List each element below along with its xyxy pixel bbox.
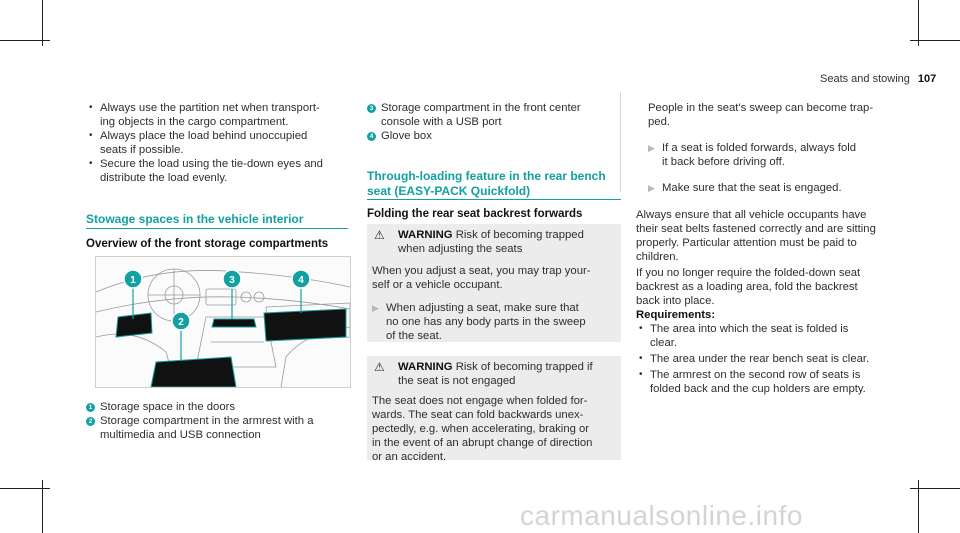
action-item: ▶ If a seat is folded forwards, always fold it back before driving off.	[648, 142, 857, 168]
subsection-heading: Folding the rear seat backrest forwards	[367, 208, 583, 220]
svg-text:1: 1	[130, 275, 136, 286]
list-item: • The armrest on the second row of seats is folded back and the cup holders are empty.	[636, 368, 906, 396]
list-item: • Always use the partition net when transport- ing objects in the cargo compartment.	[86, 101, 346, 129]
svg-text:4: 4	[298, 275, 304, 286]
action-arrow-icon: ▶	[648, 183, 655, 193]
legend-item-2: 2 Storage compartment in the armrest with a multimedia and USB connection	[86, 414, 356, 442]
requirements-label: Requirements:	[636, 309, 716, 321]
paragraph: Always ensure that all vehicle occupants have their seat belts fastened correctly and are sitting properly. Particular attention must be paid to children.	[636, 209, 876, 263]
warning-content	[372, 228, 616, 343]
paragraph: If you no longer require the folded-down seat backrest as a loading area, fold the backrest back into place.	[636, 267, 861, 307]
legend-item-3: 3 Storage compartment in the front center console with a USB port	[367, 101, 617, 129]
crop-mark	[0, 488, 50, 489]
column-1-bullets	[86, 101, 346, 185]
section-heading: Through-loading feature in the rear bench seat (EASY-PACK Quickfold)	[367, 169, 606, 198]
legend-item-4: 4 Glove box	[367, 129, 617, 143]
svg-text:3: 3	[229, 275, 235, 286]
cabin-drawing	[96, 257, 350, 387]
crop-mark	[0, 40, 50, 41]
action-arrow-icon: ▶	[372, 303, 379, 313]
heading-rule	[367, 199, 621, 200]
warning-body: The seat does not engage when folded for- wards. The seat can fold backwards unex- pectedly, e.g. when accelerating, braking or in the event of an abrupt change of direction or an accident.	[372, 395, 593, 463]
legend-list	[86, 400, 356, 442]
warning-content	[372, 360, 616, 464]
subsection-heading: Overview of the front storage compartments	[86, 238, 329, 250]
list-item: • Always place the load behind unoccupied seats if possible.	[86, 129, 346, 157]
interior-illustration	[95, 256, 351, 388]
callout-3	[223, 270, 241, 288]
warning-action: ▶ When adjusting a seat, make sure that no one has any body parts in the sweep of the seat.	[372, 302, 586, 342]
callout-1	[124, 270, 142, 288]
column-divider	[620, 92, 621, 192]
warning-triangle-icon: ⚠	[374, 228, 385, 242]
warning-title: ⚠ WARNING Risk of becoming trapped when adjusting the seats	[374, 228, 584, 255]
warning-body: When you adjust a seat, you may trap your- self or a vehicle occupant.	[372, 265, 591, 291]
action-item: ▶ Make sure that the seat is engaged.	[648, 182, 842, 194]
list-item: • The area into which the seat is folded is clear.	[636, 322, 906, 350]
action-arrow-icon: ▶	[648, 143, 655, 153]
page-number: 107	[917, 73, 937, 85]
legend-list-continued	[367, 101, 617, 143]
continued-warning: People in the seat's sweep can become trap- ped. ▶ If a seat is folded forwards, always fold it back before driving off. ▶ Make sure that the seat is engaged.	[648, 101, 898, 195]
list-item: • The area under the rear bench seat is clear.	[636, 352, 906, 366]
crop-mark	[910, 488, 960, 489]
list-item: • Secure the load using the tie-down eyes and distribute the load evenly.	[86, 157, 346, 185]
legend-item-1: 1 Storage space in the doors	[86, 400, 356, 414]
warning-triangle-icon: ⚠	[374, 360, 385, 374]
svg-text:2: 2	[178, 317, 184, 328]
running-header	[820, 73, 936, 85]
body-text	[636, 208, 906, 396]
crop-mark	[910, 40, 960, 41]
callout-4	[292, 270, 310, 288]
warning-title: ⚠ WARNING Risk of becoming trapped if the seat is not engaged	[374, 360, 593, 387]
section-title: Seats and stowing	[820, 73, 910, 85]
section-heading: Stowage spaces in the vehicle interior	[86, 212, 304, 226]
heading-rule	[86, 228, 348, 229]
callout-2	[172, 312, 190, 330]
watermark: carmanualsonline.info	[520, 500, 803, 531]
